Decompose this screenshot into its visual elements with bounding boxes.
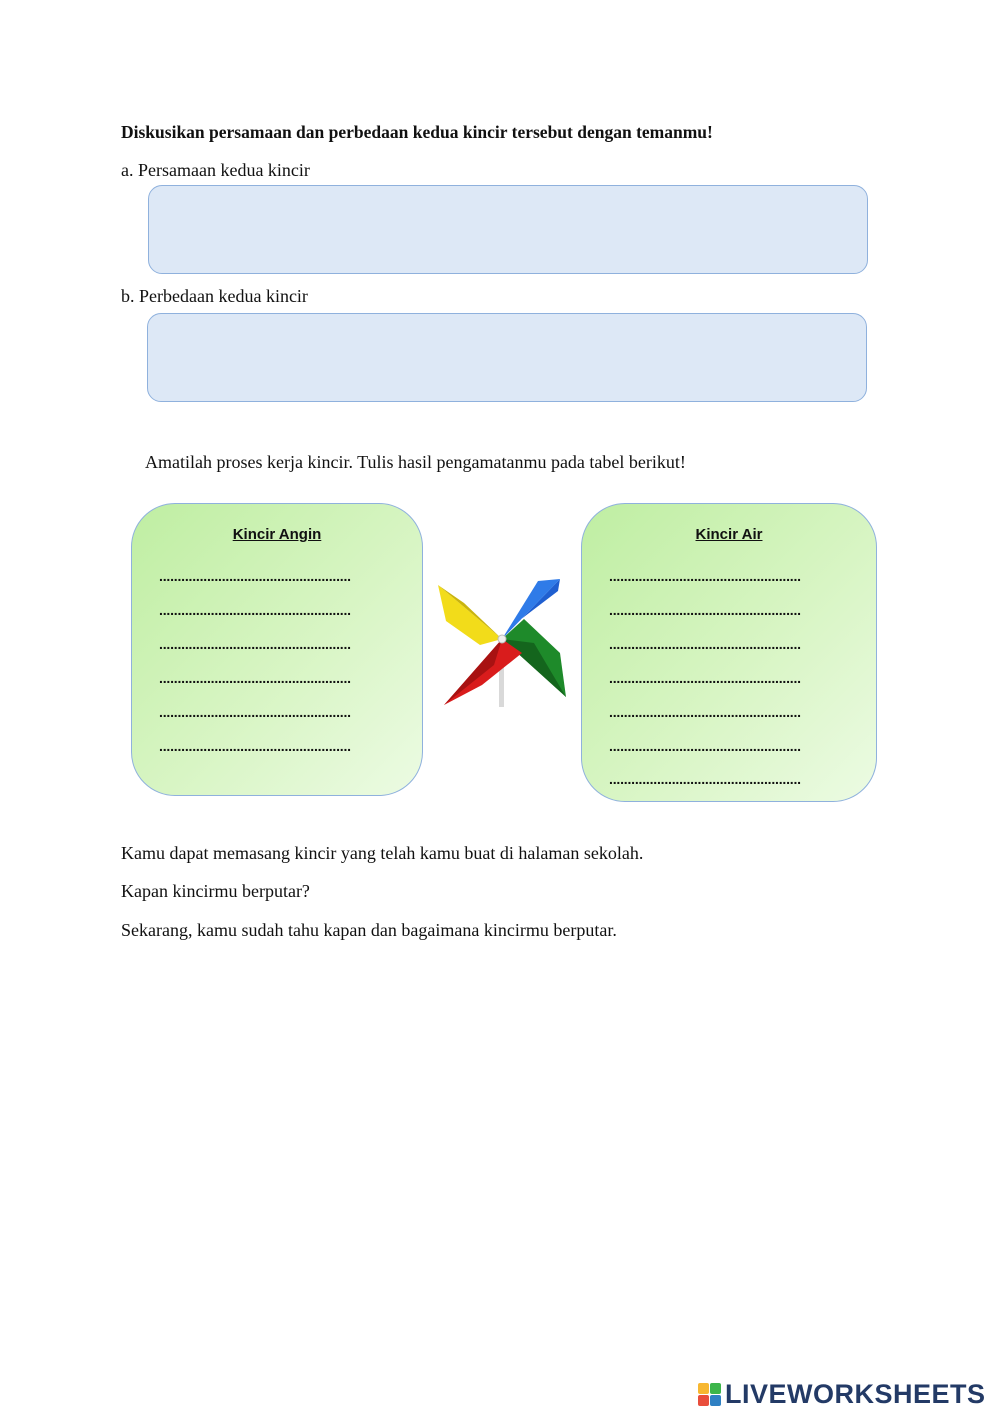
dotted-answer-line[interactable]: .................................................... <box>609 670 801 686</box>
dotted-answer-line[interactable]: .................................................... <box>159 602 351 618</box>
liveworksheets-logo-icon <box>698 1383 721 1406</box>
paragraph-2: Kapan kincirmu berputar? <box>121 881 310 901</box>
brand-name: LIVEWORKSHEETS <box>725 1378 986 1409</box>
paragraph-3: Sekarang, kamu sudah tahu kapan dan bagaimana kincirmu berputar. <box>121 920 617 940</box>
page-heading: Diskusikan persamaan dan perbedaan kedua kincir tersebut dengan temanmu! <box>121 122 713 142</box>
instruction-text: Amatilah proses kerja kincir. Tulis hasil pengamatanmu pada tabel berikut! <box>145 452 686 472</box>
question-b-label: b. Perbedaan kedua kincir <box>121 286 308 306</box>
panel-title-kincir-air: Kincir Air <box>695 526 763 543</box>
panel-kincir-air <box>581 503 877 802</box>
liveworksheets-logo <box>698 1376 986 1412</box>
question-a-label: a. Persamaan kedua kincir <box>121 160 310 180</box>
dotted-answer-line[interactable]: .................................................... <box>609 771 801 787</box>
dotted-answer-line[interactable]: .................................................... <box>609 636 801 652</box>
paragraph-1: Kamu dapat memasang kincir yang telah kamu buat di halaman sekolah. <box>121 843 644 863</box>
dotted-answer-line[interactable]: .................................................... <box>609 602 801 618</box>
dotted-answer-line[interactable]: .................................................... <box>159 568 351 584</box>
answer-box-persamaan[interactable] <box>148 185 868 274</box>
dotted-answer-line[interactable]: .................................................... <box>159 704 351 720</box>
dotted-answer-line[interactable]: .................................................... <box>159 738 351 754</box>
dotted-answer-line[interactable]: .................................................... <box>609 704 801 720</box>
panel-title-kincir-angin: Kincir Angin <box>232 526 322 543</box>
pinwheel-center <box>498 635 506 643</box>
dotted-answer-line[interactable]: .................................................... <box>159 670 351 686</box>
answer-box-perbedaan[interactable] <box>147 313 867 402</box>
pinwheel-blade-yellow <box>438 585 502 645</box>
panel-kincir-angin <box>131 503 423 796</box>
dotted-answer-line[interactable]: .................................................... <box>609 568 801 584</box>
pinwheel-icon <box>434 573 570 713</box>
dotted-answer-line[interactable]: .................................................... <box>159 636 351 652</box>
dotted-answer-line[interactable]: .................................................... <box>609 738 801 754</box>
